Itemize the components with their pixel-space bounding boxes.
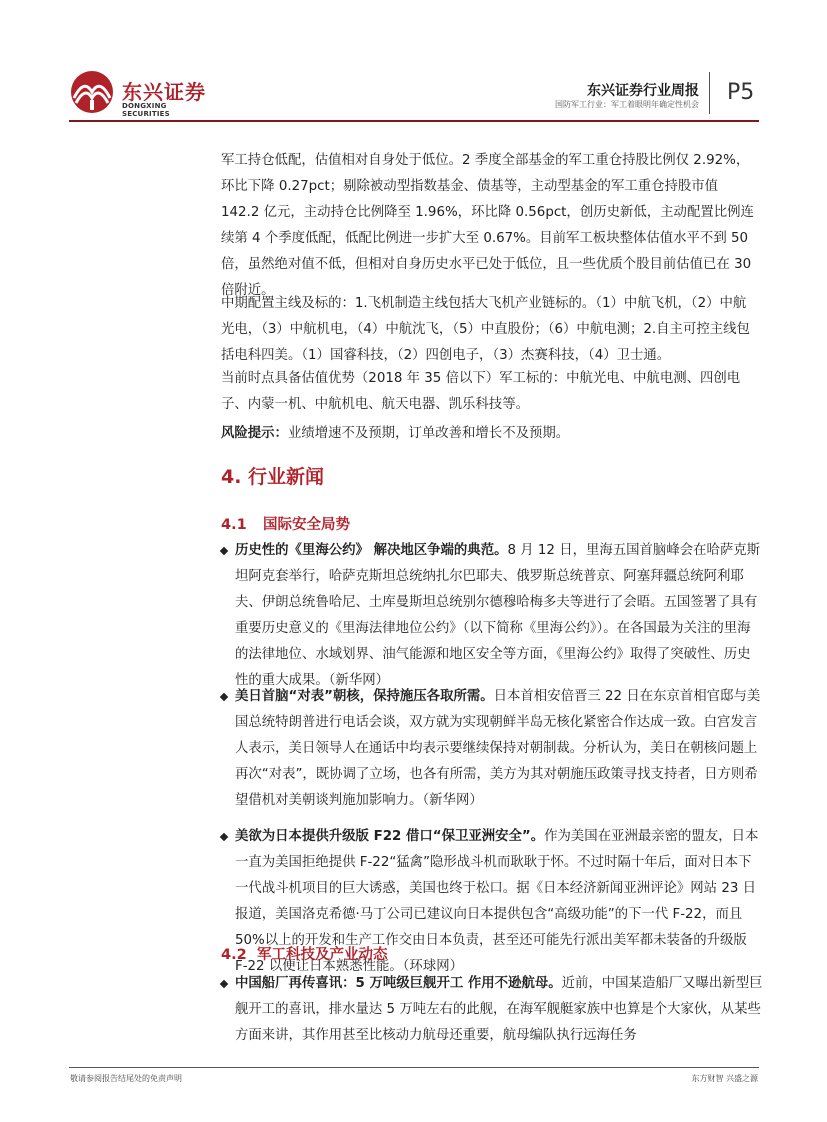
subsection-heading-security <box>221 513 350 534</box>
subsection-heading-tech <box>221 943 388 964</box>
news-headline: 美日首脑“对表”朝核，保持施压各取所需。 <box>235 689 494 704</box>
section-heading-industry-news: 4. 行业新闻 <box>221 466 325 488</box>
news-body: 日本首相安倍晋三 22 日在东京首相官邸与美国总统特朗普进行电话会谈，双方就为实现朝鲜半岛无核化紧密合作达成一致。白宫发言人表示，美日领导人在通话中均表示要继续保持对朝制裁。分析认为，美日在朝核问题上再次“对表”，既协调了立场，也各有所需，美方为其对朝施压政策寻找支持者，日方则希望借机对美朝谈判施加影响力。（新华网） <box>235 689 761 808</box>
news-item <box>221 684 763 814</box>
paragraph-risk <box>221 421 755 447</box>
header-rule <box>69 120 759 122</box>
news-headline: 历史性的《里海公约》 解决地区争端的典范。 <box>235 543 508 558</box>
subsection-number: 4.1 <box>221 517 247 533</box>
news-body: 作为美国在亚洲最亲密的盟友，日本一直为美国拒绝提供 F-22“猛禽”隐形战斗机而耿耿于怀。不过时隔十年后，面对日本下一代战斗机项目的巨大诱惑，美国也终于松口。据《日本经济新闻亚洲评论》网站 23 日报道，美国洛克希德·马丁公司已建议向日本提供包含“高级功能”的下一代 F-22，而且 50%以上的开发和生产工作交由日本负责，甚至还可能先行派出美军都未装备的升级版 F-22 以便让日本熟悉性能。（环球网） <box>235 829 759 974</box>
footer-slogan: 东方财智 兴盛之源 <box>691 1074 758 1083</box>
bullet-diamond-icon <box>220 833 228 841</box>
news-headline: 美欲为日本提供升级版 F22 借口“保卫亚洲安全”。 <box>235 829 545 844</box>
news-body: 8 月 12 日，里海五国首脑峰会在哈萨克斯坦阿克套举行，哈萨克斯坦总统纳扎尔巴耶夫、俄罗斯总统普京、阿塞拜疆总统阿利耶夫、伊朗总统鲁哈尼、土库曼斯坦总统别尔德穆哈梅多夫等进行了会晤。五国签署了具有重要历史意义的《里海法律地位公约》（以下简称《里海公约》）。在各国最为关注的里海的法律地位、水域划界、油气能源和地区安全等方面，《里海公约》取得了突破性、历史性的重大成果。（新华网） <box>235 543 761 688</box>
logo-mark-icon <box>70 70 116 114</box>
news-item <box>221 971 763 1049</box>
footer-disclaimer: 敬请参阅报告结尾处的免责声明 <box>70 1074 182 1083</box>
bullet-diamond-icon <box>220 980 228 988</box>
footer-rule <box>69 1067 759 1068</box>
bullet-diamond-icon <box>220 693 228 701</box>
news-headline: 中国船厂再传喜讯：5 万吨级巨舰开工 作用不逊航母。 <box>235 976 562 991</box>
company-logo <box>70 70 210 116</box>
news-body: 近前，中国某造船厂又曝出新型巨舰开工的喜讯，排水量达 5 万吨左右的此舰，在海军舰艇家族中也算是个大家伙，从某些方面来讲，其作用甚至比核动力航母还重要，航母编队执行远海任务 <box>235 976 763 1043</box>
risk-text: 业绩增速不及预期，订单改善和增长不及预期。 <box>287 426 570 441</box>
report-subtitle: 国防军工行业：军工着眼明年确定性机会 <box>555 100 699 109</box>
subsection-title: 军工科技及产业动态 <box>257 947 388 963</box>
paragraph-mainlines: 中期配置主线及标的：1.飞机制造主线包括大飞机产业链标的。（1）中航飞机，（2）中航光电，（3）中航机电，（4）中航沈飞，（5）中直股份；（6）中航电测；2.自主可控主线包括电科四美。（1）国睿科技，（2）四创电子，（3）杰赛科技，（4）卫士通。 <box>221 296 750 363</box>
risk-label: 风险提示： <box>221 426 288 441</box>
logo-text-cn: 东兴证券 <box>122 80 206 104</box>
paragraph-holdings: 军工持仓低配，估值相对自身处于低位。2 季度全部基金的军工重仓持股比例仅 2.92%，环比下降 0.27pct；剔除被动型指数基金、债基等，主动型基金的军工重仓持股市值 142.2 亿元，主动持仓比例降至 1.96%，环比降 0.56pct，创历史新低，主动配置比例连续第 4 个季度低配，低配比例进一步扩大至 0.67%。目前军工板块整体估值水平不到 50 倍，虽然绝对值不低，但相对自身历史水平已处于低位，且一些优质个股目前估值已在 30 倍附近。 <box>221 153 754 298</box>
bullet-diamond-icon <box>220 547 228 555</box>
report-title: 东兴证券行业周报 <box>587 83 699 99</box>
page-number: P5 <box>727 80 755 105</box>
paragraph-valuation: 当前时点具备估值优势（2018 年 35 倍以下）军工标的：中航光电、中航电测、四创电子、内蒙一机、中航机电、航天电器、凯乐科技等。 <box>221 371 741 412</box>
subsection-number: 4.2 <box>221 947 247 963</box>
logo-text-en: DONGXING SECURITIES <box>122 102 170 118</box>
news-item <box>221 538 763 694</box>
subsection-title: 国际安全局势 <box>263 517 350 533</box>
header-divider <box>709 72 710 114</box>
